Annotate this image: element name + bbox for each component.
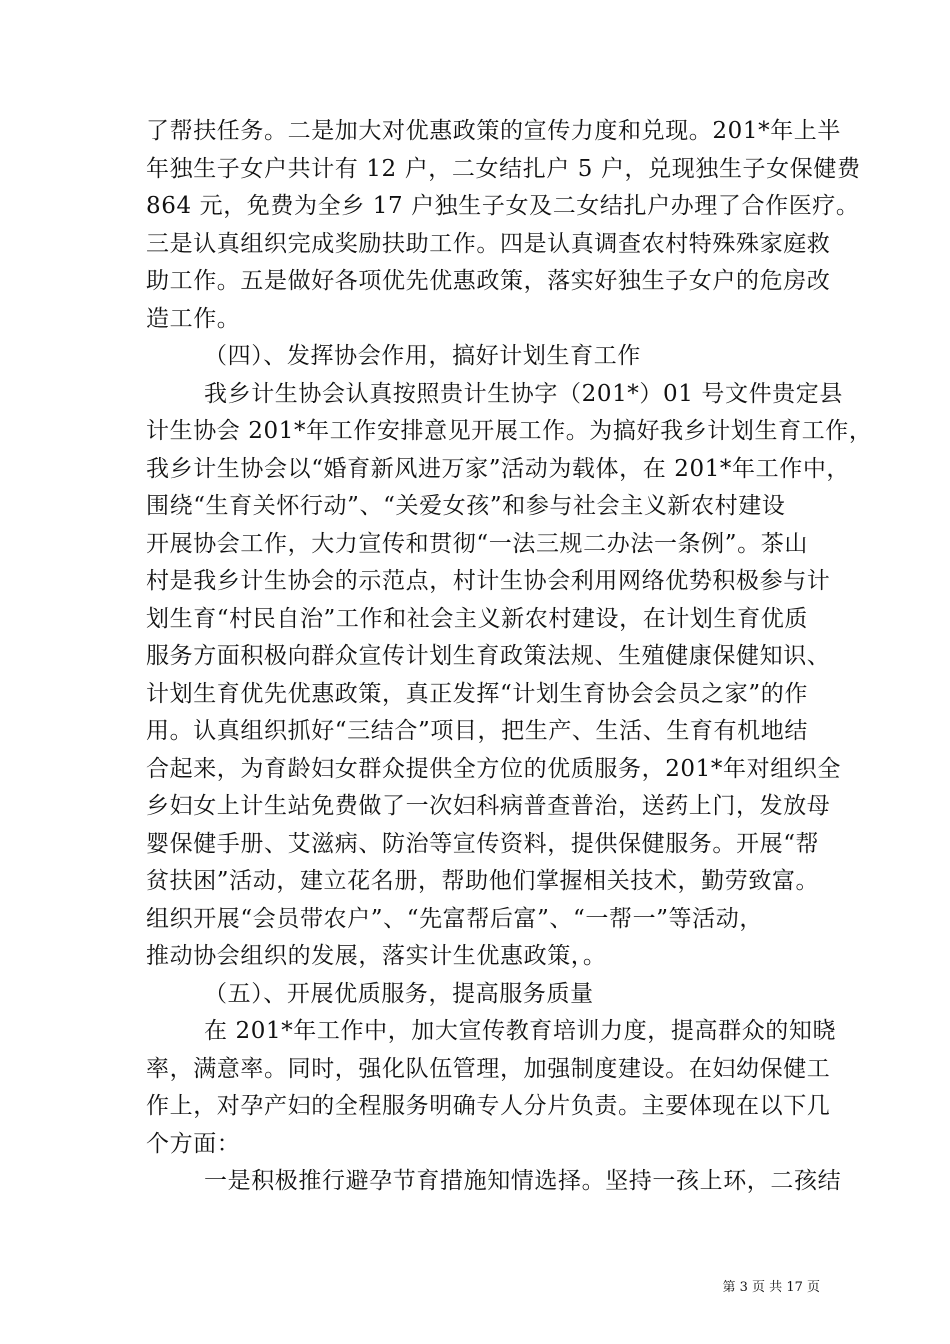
text-line: 合起来，为育龄妇女群众提供全方位的优质服务，201*年对组织全 (146, 755, 841, 782)
text-line: 计划生育优先优惠政策，真正发挥“计划生育协会会员之家”的作 (146, 680, 808, 707)
text-line: 乡妇女上计生站免费做了一次妇科病普查普治，送药上门，发放母 (146, 793, 831, 819)
text-line: 村是我乡计生协会的示范点，村计生协会利用网络优势积极参与计 (146, 568, 831, 594)
text-line: 围绕“生育关怀行动”、“关爱女孩”和参与社会主义新农村建设 (146, 493, 786, 519)
text-line: 率，满意率。同时，强化队伍管理，加强制度建设。在妇幼保健工 (146, 1055, 831, 1082)
page-number: 第 3 页 共 17 页 (722, 1280, 820, 1295)
section-heading: （四）、发挥协会作用，搞好计划生育工作 (204, 343, 641, 369)
text-line: 个方面： (146, 1130, 241, 1157)
text-line: 开展协会工作，大力宣传和贯彻“一法三规二办法一条例”。茶山 (146, 530, 808, 557)
text-line: 助工作。五是做好各项优先优惠政策，落实好独生子女户的危房改 (146, 268, 831, 294)
text-line: 864 元，免费为全乡 17 户独生子女及二女结扎户办理了合作医疗。 (146, 193, 860, 219)
text-line: 划生育“村民自治”工作和社会主义新农村建设，在计划生育优质 (146, 605, 808, 632)
text-line: 年独生子女户共计有 12 户，二女结扎户 5 户，兑现独生子女保健费 (146, 155, 861, 182)
text-line: 造工作。 (146, 305, 241, 332)
text-line: 推动协会组织的发展，落实计生优惠政策，。 (146, 943, 607, 969)
text-line: 用。认真组织抓好“三结合”项目，把生产、生活、生育有机地结 (146, 718, 808, 744)
text-line: 贫扶困”活动，建立花名册，帮助他们掌握相关技术，勤劳致富。 (146, 868, 820, 894)
section-heading: （五）、开展优质服务，提高服务质量 (204, 980, 594, 1007)
text-line: 计生协会 201*年工作安排意见开展工作。为搞好我乡计划生育工作， (146, 418, 873, 444)
text-line: 作上，对孕产妇的全程服务明确专人分片负责。主要体现在以下几 (146, 1093, 831, 1119)
body-text (146, 113, 873, 1201)
text-line: 了帮扶任务。二是加大对优惠政策的宣传力度和兑现。201*年上半 (146, 118, 841, 144)
text-line: 三是认真组织完成奖励扶助工作。四是认真调查农村特殊殊家庭救 (146, 230, 831, 257)
text-line: 在 201*年工作中，加大宣传教育培训力度，提高群众的知晓 (204, 1018, 837, 1044)
text-line: 婴保健手册、艾滋病、防治等宣传资料，提供保健服务。开展“帮 (146, 830, 820, 857)
text-line: 我乡计生协会认真按照贵计生协字（201*）01 号文件贵定县 (204, 380, 843, 407)
text-line: 服务方面积极向群众宣传计划生育政策法规、生殖健康保健知识、 (146, 643, 831, 669)
text-line: 组织开展“会员带农户”、“先富帮后富”、“一帮一”等活动， (146, 905, 763, 932)
text-line: 一是积极推行避孕节育措施知情选择。坚持一孩上环，二孩结 (204, 1168, 842, 1194)
text-line: 我乡计生协会以“婚育新风进万家”活动为载体，在 201*年工作中， (146, 455, 851, 482)
